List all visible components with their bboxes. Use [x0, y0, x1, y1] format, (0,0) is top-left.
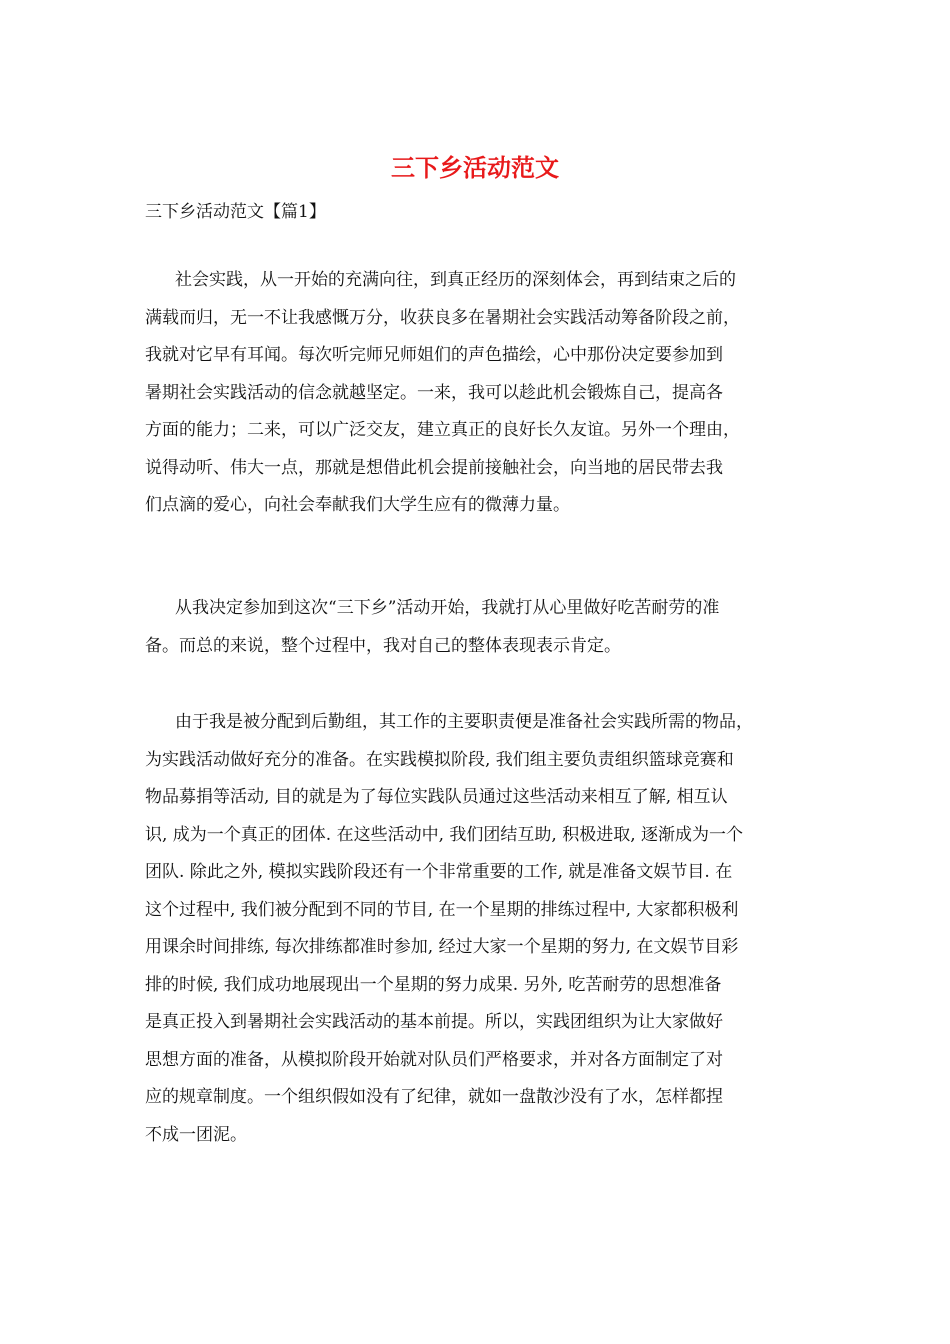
paragraph-line: 满载而归，无一不让我感慨万分，收获良多在暑期社会实践活动筹备阶段之前， — [145, 307, 740, 328]
paragraph-line: 思想方面的准备，从模拟阶段开始就对队员们严格要求，并对各方面制定了对 — [145, 1049, 723, 1070]
paragraph-line: 应的规章制度。一个组织假如没有了纪律，就如一盘散沙没有了水，怎样都捏 — [145, 1087, 723, 1107]
paragraph-line: 这个过程中, 我们被分配到不同的节目, 在一个星期的排练过程中, 大家都积极利 — [145, 899, 739, 920]
paragraph-line: 说得动听、伟大一点，那就是想借此机会提前接触社会，向当地的居民带去我 — [145, 457, 723, 478]
paragraph-line: 从我决定参加到这次“三下乡”活动开始，我就打从心里做好吃苦耐劳的准 — [175, 598, 720, 618]
paragraph-line: 备。而总的来说，整个过程中，我对自己的整体表现表示肯定。 — [145, 635, 621, 656]
document-subtitle: 三下乡活动范文【篇1】 — [145, 202, 326, 222]
document-title: 三下乡活动范文 — [391, 153, 559, 182]
paragraph-line: 我就对它早有耳闻。每次听完师兄师姐们的声色描绘，心中那份决定要参加到 — [145, 345, 723, 365]
paragraph-line: 们点滴的爱心，向社会奉献我们大学生应有的微薄力量。 — [145, 495, 570, 515]
paragraph-line: 为实践活动做好充分的准备。在实践模拟阶段, 我们组主要负责组织篮球竞赛和 — [145, 749, 734, 770]
paragraph-line: 社会实践，从一开始的充满向往，到真正经历的深刻体会，再到结束之后的 — [175, 270, 736, 290]
paragraph-line: 是真正投入到暑期社会实践活动的基本前提。所以，实践团组织为让大家做好 — [145, 1012, 723, 1032]
paragraph-line: 物品募捐等活动, 目的就是为了每位实践队员通过这些活动来相互了解, 相互认 — [145, 787, 728, 807]
paragraph-3 — [145, 704, 810, 1154]
paragraph-line: 识, 成为一个真正的团体. 在这些活动中, 我们团结互助, 积极进取, 逐渐成为一个 — [145, 824, 744, 845]
paragraph-line: 不成一团泥。 — [145, 1124, 247, 1145]
paragraph-line: 暑期社会实践活动的信念就越坚定。一来，我可以趁此机会锻炼自己，提高各 — [145, 382, 723, 403]
paragraph-1 — [145, 262, 810, 525]
paragraph-line: 方面的能力；二来，可以广泛交友，建立真正的良好长久友谊。另外一个理由， — [145, 420, 740, 440]
paragraph-line: 由于我是被分配到后勤组，其工作的主要职责便是准备社会实践所需的物品， — [175, 712, 753, 732]
paragraph-2 — [145, 590, 810, 665]
paragraph-line: 排的时候, 我们成功地展现出一个星期的努力成果. 另外, 吃苦耐劳的思想准备 — [145, 974, 722, 995]
paragraph-line: 用课余时间排练, 每次排练都准时参加, 经过大家一个星期的努力, 在文娱节目彩 — [145, 937, 739, 957]
paragraph-line: 团队. 除此之外, 模拟实践阶段还有一个非常重要的工作, 就是准备文娱节目. 在 — [145, 862, 733, 882]
